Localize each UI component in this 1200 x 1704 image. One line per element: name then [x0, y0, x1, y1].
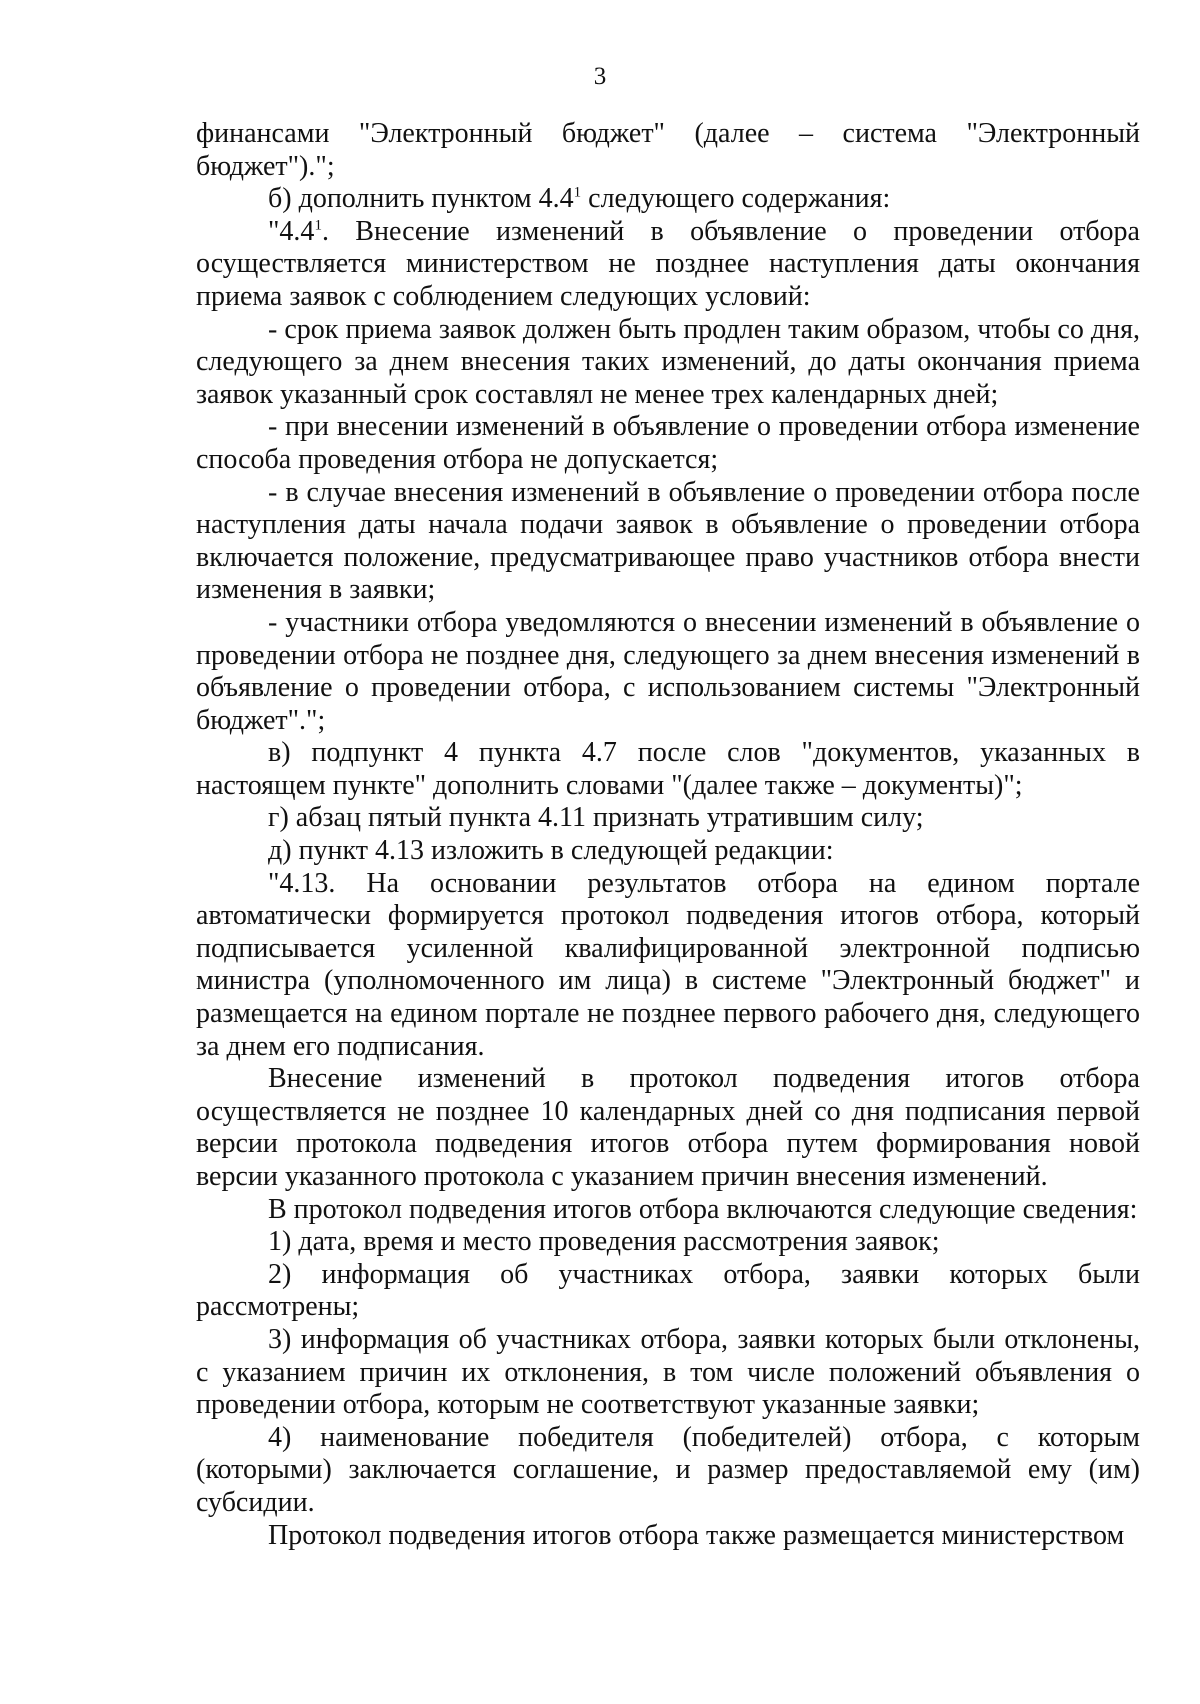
paragraph-text: "4.4	[268, 215, 315, 247]
condition-item: - при внесении изменений в объявление о проведении отбора изменение способа проведения отбора не допускается;	[196, 411, 1140, 475]
paragraph-item-v: в) подпункт 4 пункта 4.7 после слов "документов, указанных в настоящем пункте" дополнить словами "(далее также – документы)";	[196, 737, 1140, 801]
paragraph-text: б) дополнить пунктом 4.4	[268, 183, 574, 215]
superscript: 1	[573, 184, 582, 201]
page-number: 3	[593, 63, 607, 90]
paragraph-4-4-1	[196, 216, 1140, 314]
list-item: 2) информация об участниках отбора, заявки которых были рассмотрены;	[196, 1258, 1140, 1323]
list-item: 1) дата, время и место проведения рассмотрения заявок;	[268, 1226, 940, 1258]
list-item: 3) информация об участниках отбора, заявки которых были отклонены, с указанием причин их отклонения, в том числе положений объявления о проведении отбора, которым не соответствуют указанные заявки;	[196, 1323, 1140, 1421]
list-item: 4) наименование победителя (победителей) отбора, с которым (которыми) заключается соглашение, и размер предоставляемой ему (им) субсидии.	[196, 1421, 1140, 1518]
condition-item: - в случае внесения изменений в объявление о проведении отбора после наступления даты начала подачи заявок в объявление о проведении отбора включается положение, предусматривающее право участников отбора внести изменения в заявки;	[196, 476, 1140, 606]
paragraph-text: следующего содержания:	[581, 183, 891, 215]
paragraph-item-b	[196, 183, 1140, 216]
condition-item: - срок приема заявок должен быть продлен таким образом, чтобы со дня, следующего за днем внесения таких изменений, до даты окончания приема заявок указанный срок составлял не менее трех календарных дней;	[196, 313, 1140, 410]
paragraph-item-g: г) абзац пятый пункта 4.11 признать утратившим силу;	[268, 802, 924, 834]
paragraph-protocol-changes: Внесение изменений в протокол подведения итогов отбора осуществляется не позднее 10 календарных дней со дня подписания первой версии протокола подведения итогов отбора путем формирования новой версии указанного протокола с указанием причин внесения изменений.	[196, 1063, 1140, 1192]
condition-item: - участники отбора уведомляются о внесении изменений в объявление о проведении отбора не позднее дня, следующего за днем внесения изменений в объявление о проведении отбора, с использованием системы "Электронный бюджет".";	[196, 606, 1140, 736]
document-body	[196, 118, 1140, 1552]
paragraph-4-13: "4.13. На основании результатов отбора на едином портале автоматически формируется протокол подведения итогов отбора, который подписывается усиленной квалифицированной электронной подписью министра (уполномоченного им лица) в системе "Электронный бюджет" и размещается на едином портале не позднее первого рабочего дня, следующего за днем его подписания.	[196, 867, 1140, 1062]
paragraph-item-d: д) пункт 4.13 изложить в следующей редакции:	[268, 835, 834, 867]
paragraph-continuation: финансами "Электронный бюджет" (далее – система "Электронный бюджет").";	[196, 118, 1140, 182]
superscript: 1	[314, 217, 322, 234]
paragraph-text: . Внесение изменений в объявление о проведении отбора осуществляется министерством не позднее наступления даты окончания приема заявок с соблюдением следующих условий:	[196, 215, 1140, 312]
paragraph-protocol-publication: Протокол подведения итогов отбора также размещается министерством	[268, 1519, 1125, 1551]
paragraph-protocol-contents: В протокол подведения итогов отбора включаются следующие сведения:	[268, 1193, 1138, 1225]
